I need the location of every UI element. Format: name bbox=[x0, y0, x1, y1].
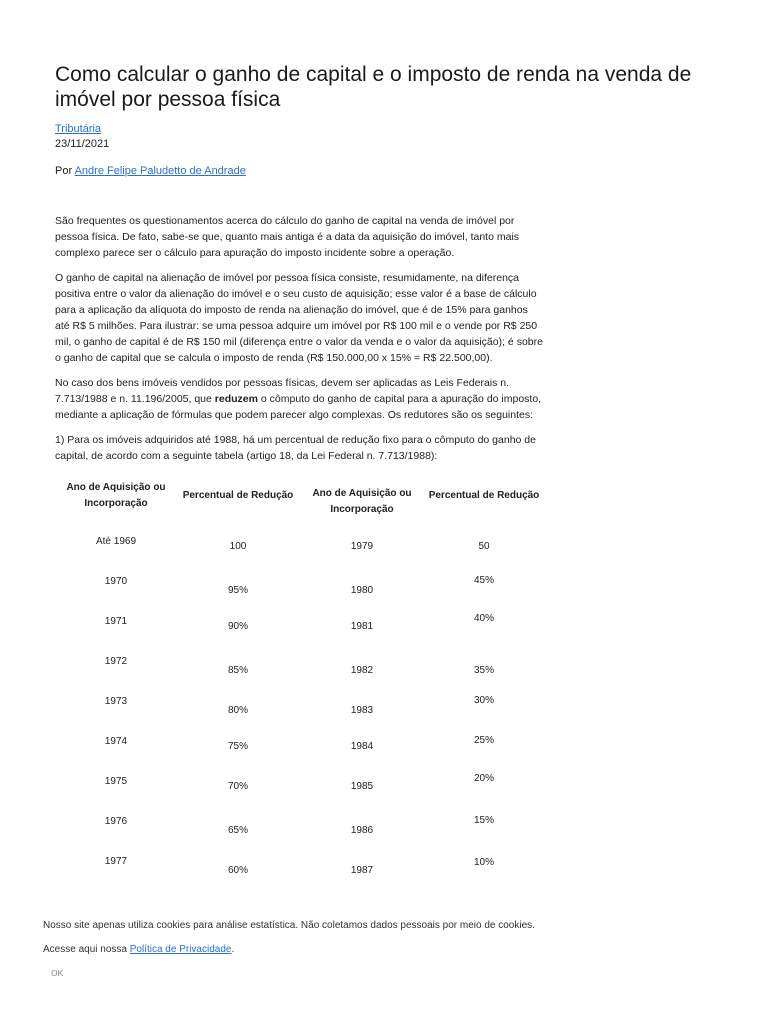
table-cell-year-1: 1973 bbox=[104, 696, 128, 707]
table-header-pct-2: Percentual de Redução bbox=[428, 490, 540, 501]
author-link[interactable]: Andre Felipe Paludetto de Andrade bbox=[74, 165, 246, 177]
reduction-table bbox=[55, 478, 545, 876]
table-cell-pct-1: 75% bbox=[227, 741, 248, 752]
table-cell-year-1: 1970 bbox=[104, 576, 128, 587]
table-cell-year-2: 1982 bbox=[350, 665, 374, 676]
paragraph-2: O ganho de capital na alienação de imóvel por pessoa física consiste, resumidamente, na diferença positiva entre o valor da alienação do imóvel e o seu custo de aquisição; esse valor é a base de cálculo para a aplicação da alíquota do imposto de renda na alienação do imóvel, que é de 15% para ganhos até R$ 5 milhões. Para ilustrar: se uma pessoa adquire um imóvel por R$ 100 mil e o vende por R$ 250 mil, o ganho de capital é de R$ 150 mil (diferença entre o valor da venda e o valor da aquisição); é sobre o ganho de capital que se calcula o imposto de renda (R$ 150.000,00 x 15% = R$ 22.500,00). bbox=[55, 272, 543, 364]
publish-date: 23/11/2021 bbox=[55, 138, 110, 150]
table-cell-pct-1: 85% bbox=[227, 665, 248, 676]
privacy-prefix: Acesse aqui nossa bbox=[43, 944, 130, 955]
paragraph-1: São frequentes os questionamentos acerca do cálculo do ganho de capital na venda de imóvel por pessoa física. De fato, sabe-se que, quanto mais antiga é a data da aquisição do imóvel, tanto mais complexo parece ser o cálculo para apuração do imposto incidente sobre a operação. bbox=[55, 215, 520, 259]
paragraph-3-b: o cômputo do ganho de capital para a apuração do imposto, mediante a aplicação de fórmulas que podem parecer algo complexas. Os redutores são os seguintes: bbox=[55, 393, 542, 421]
paragraph-3-a: No caso dos bens imóveis vendidos por pessoas físicas, devem ser aplicadas as Leis Federais n. 7.713/1988 e n. 11.196/2005, que bbox=[55, 377, 510, 405]
table-cell-pct-2: 35% bbox=[473, 665, 494, 676]
table-cell-pct-1: 95% bbox=[227, 585, 248, 596]
paragraph-3-bold: reduzem bbox=[214, 393, 258, 405]
table-cell-pct-2: 50 bbox=[478, 541, 490, 552]
table-cell-pct-2: 45% bbox=[473, 575, 494, 586]
table-cell-year-1: 1972 bbox=[104, 656, 128, 667]
author-prefix: Por bbox=[55, 165, 75, 177]
table-cell-pct-2: 25% bbox=[473, 735, 494, 746]
paragraph-3 bbox=[55, 375, 545, 423]
privacy-suffix: . bbox=[231, 944, 235, 955]
table-cell-pct-2: 40% bbox=[473, 613, 494, 624]
table-header-pct-1: Percentual de Redução bbox=[182, 490, 294, 501]
cookie-banner bbox=[0, 905, 768, 1024]
article bbox=[55, 62, 692, 876]
table-header-year-1: Ano de Aquisição ou Incorporação bbox=[66, 482, 166, 509]
table-cell-year-1: Até 1969 bbox=[95, 536, 137, 547]
table-cell-year-1: 1977 bbox=[104, 856, 128, 867]
privacy-line bbox=[43, 943, 234, 957]
article-body bbox=[55, 213, 545, 464]
table-cell-pct-1: 65% bbox=[227, 825, 248, 836]
cookie-text: Nosso site apenas utiliza cookies para análise estatística. Não coletamos dados pessoais por meio de cookies. bbox=[43, 920, 535, 931]
table-cell-year-2: 1979 bbox=[350, 541, 374, 552]
author-line bbox=[55, 163, 545, 179]
table-header-year-2: Ano de Aquisição ou Incorporação bbox=[312, 488, 412, 515]
table-cell-pct-1: 70% bbox=[227, 781, 248, 792]
cookie-ok-button[interactable]: OK bbox=[51, 968, 64, 978]
table-cell-pct-2: 20% bbox=[473, 773, 494, 784]
table-cell-year-2: 1987 bbox=[350, 865, 374, 876]
paragraph-4: 1) Para os imóveis adquiridos até 1988, há um percentual de redução fixo para o cômputo do ganho de capital, de acordo com a seguinte tabela (artigo 18, da Lei Federal n. 7.713/1988): bbox=[55, 434, 536, 462]
table-cell-pct-2: 10% bbox=[473, 857, 494, 868]
table-cell-pct-1: 60% bbox=[227, 865, 248, 876]
table-cell-year-1: 1975 bbox=[104, 776, 128, 787]
table-cell-pct-2: 30% bbox=[473, 695, 494, 706]
table-cell-year-2: 1986 bbox=[350, 825, 374, 836]
category-link[interactable]: Tributária bbox=[55, 123, 102, 135]
table-cell-pct-1: 100 bbox=[229, 541, 247, 552]
table-cell-year-2: 1985 bbox=[350, 781, 374, 792]
table-cell-year-1: 1976 bbox=[104, 816, 128, 827]
table-cell-year-2: 1980 bbox=[350, 585, 374, 596]
table-cell-year-1: 1971 bbox=[104, 616, 128, 627]
table-cell-year-1: 1974 bbox=[104, 736, 128, 747]
table-cell-pct-2: 15% bbox=[473, 815, 494, 826]
table-cell-pct-1: 80% bbox=[227, 705, 248, 716]
table-cell-year-2: 1984 bbox=[350, 741, 374, 752]
table-cell-year-2: 1983 bbox=[350, 705, 374, 716]
table-cell-pct-1: 90% bbox=[227, 621, 248, 632]
privacy-policy-link[interactable]: Política de Privacidade bbox=[129, 944, 232, 955]
page-title: Como calcular o ganho de capital e o imposto de renda na venda de imóvel por pessoa física bbox=[55, 63, 692, 111]
table-cell-year-2: 1981 bbox=[350, 621, 374, 632]
